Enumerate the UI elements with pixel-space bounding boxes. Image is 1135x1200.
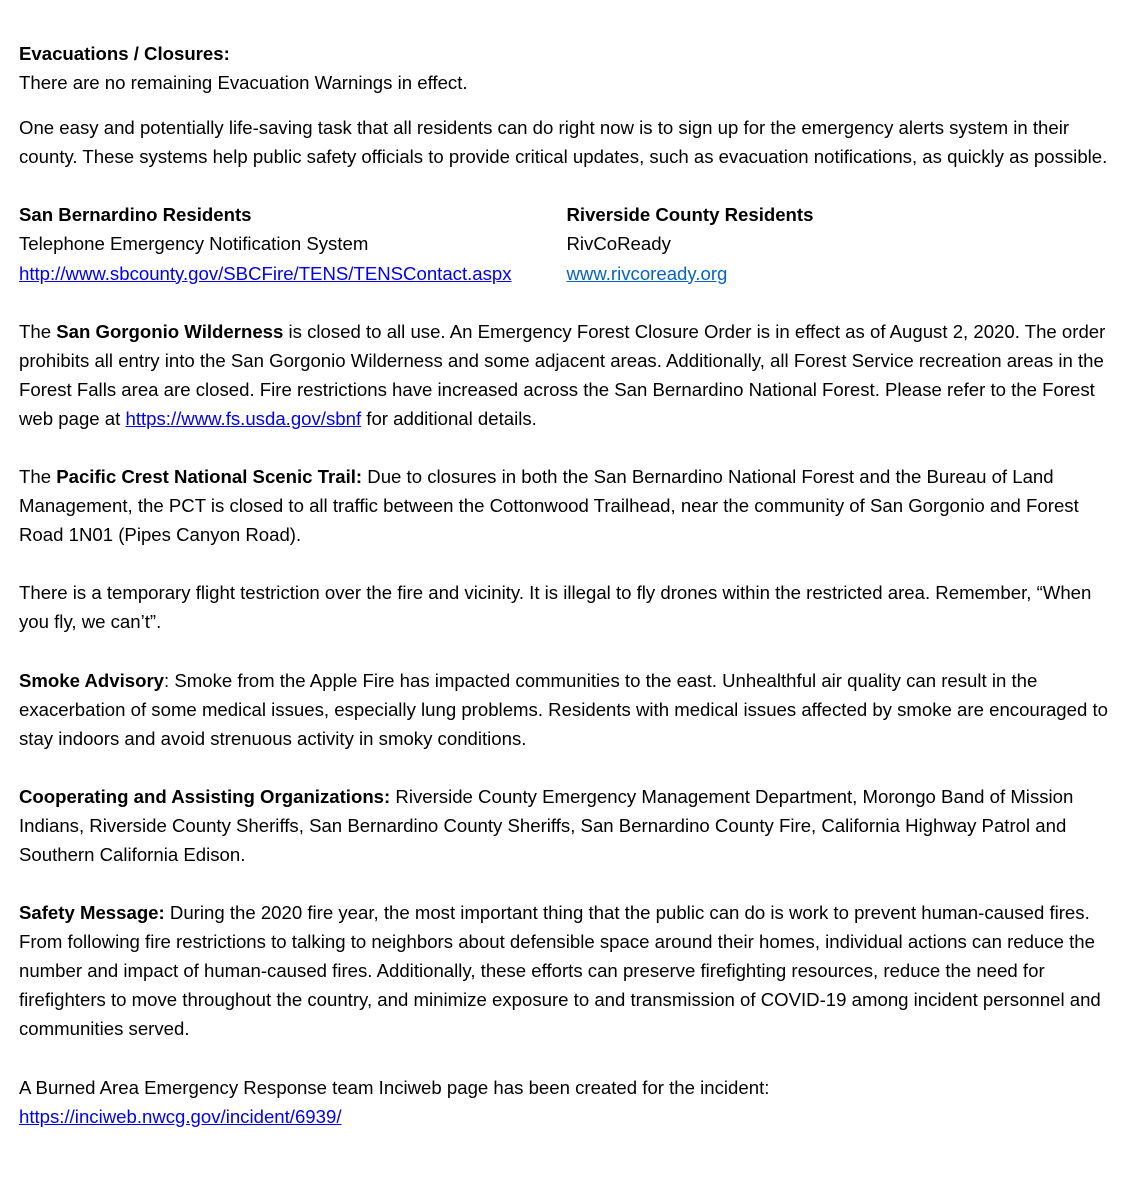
coop-paragraph bbox=[19, 782, 1114, 869]
sb-system: Telephone Emergency Notification System bbox=[19, 233, 369, 255]
rc-heading: Riverside County Residents bbox=[566, 204, 814, 226]
wilderness-bold: San Gorgonio Wilderness bbox=[56, 320, 284, 342]
sb-tens-link[interactable]: http://www.sbcounty.gov/SBCFire/TENS/TENSContact.aspx bbox=[19, 262, 512, 284]
baer-paragraph bbox=[19, 1073, 1114, 1131]
evacuations-text: There are no remaining Evacuation Warnings in effect. bbox=[19, 72, 468, 94]
rivcoready-link[interactable]: www.rivcoready.org bbox=[566, 262, 728, 284]
text: for additional details. bbox=[361, 407, 537, 429]
safety-paragraph bbox=[19, 898, 1114, 1043]
text: Riverside County Emergency Management Department, Morongo Band of Mission Indians, Riverside County Sheriffs, San Bernardino County Sheriffs, San Bernardino County Fire, California Highway Patrol and Southern California Edison. bbox=[19, 785, 1074, 865]
inciweb-link[interactable]: https://inciweb.nwcg.gov/incident/6939/ bbox=[19, 1105, 342, 1127]
smoke-paragraph bbox=[19, 666, 1114, 753]
sb-heading: San Bernardino Residents bbox=[19, 204, 252, 226]
document bbox=[19, 39, 1114, 1160]
text: is closed to all use. An Emergency Forest Closure Order is in effect as of August 2, 2020. The order prohibits all entry into the San Gorgonio Wilderness and some adjacent areas. Additionally, all Forest Service recreation areas in the Forest Falls area are closed. Fire restrictions have increased across the San Bernardino National Forest. Please refer to the Forest web page at bbox=[19, 320, 1106, 429]
text: : Smoke from the Apple Fire has impacted communities to the east. Unhealthful air quality can result in the exacerbation of some medical issues, especially lung problems. Residents with medical issues affected by smoke are encouraged to stay indoors and avoid strenuous activity in smoky conditions. bbox=[19, 669, 1108, 749]
evacuations-section bbox=[19, 39, 1114, 97]
text: The bbox=[19, 320, 57, 342]
forest-link[interactable]: https://www.fs.usda.gov/sbnf bbox=[125, 407, 362, 429]
flight-paragraph: There is a temporary flight testriction over the fire and vicinity. It is illegal to fly drones within the restricted area. Remember, “When you fly, we can’t”. bbox=[19, 582, 1092, 633]
rc-system: RivCoReady bbox=[566, 233, 671, 255]
wilderness-paragraph bbox=[19, 317, 1114, 433]
safety-bold: Safety Message: bbox=[19, 902, 165, 924]
text: Due to closures in both the San Bernardino National Forest and the Bureau of Land Management, the PCT is closed to all traffic between the Cottonwood Trailhead, near the community of San Gorgonio and Forest Road 1N01 (Pipes Canyon Road). bbox=[19, 466, 1079, 546]
text: A Burned Area Emergency Response team Inciweb page has been created for the incident: bbox=[19, 1076, 770, 1098]
coop-bold: Cooperating and Assisting Organizations: bbox=[19, 785, 391, 807]
pct-bold: Pacific Crest National Scenic Trail: bbox=[56, 466, 363, 488]
alerts-paragraph: One easy and potentially life-saving task that all residents can do right now is to sign up for the emergency alerts system in their county. These systems help public safety officials to provide critical updates, such as evacuation notifications, as quickly as possible. bbox=[19, 117, 1108, 168]
text: The bbox=[19, 466, 57, 488]
pct-paragraph bbox=[19, 462, 1114, 549]
residents-columns bbox=[19, 200, 1114, 287]
evacuations-heading: Evacuations / Closures: bbox=[19, 43, 230, 64]
text: During the 2020 fire year, the most important thing that the public can do is work to prevent human-caused fires. From following fire restrictions to talking to neighbors about defensible space around their homes, individual actions can reduce the number and impact of human-caused fires. Additionally, these efforts can preserve firefighting resources, reduce the need for firefighters to move throughout the country, and minimize exposure to and transmission of COVID-19 among incident personnel and communities served. bbox=[19, 902, 1101, 1040]
riverside-column bbox=[567, 200, 1115, 287]
smoke-bold: Smoke Advisory bbox=[19, 669, 165, 691]
san-bernardino-column bbox=[19, 200, 567, 287]
